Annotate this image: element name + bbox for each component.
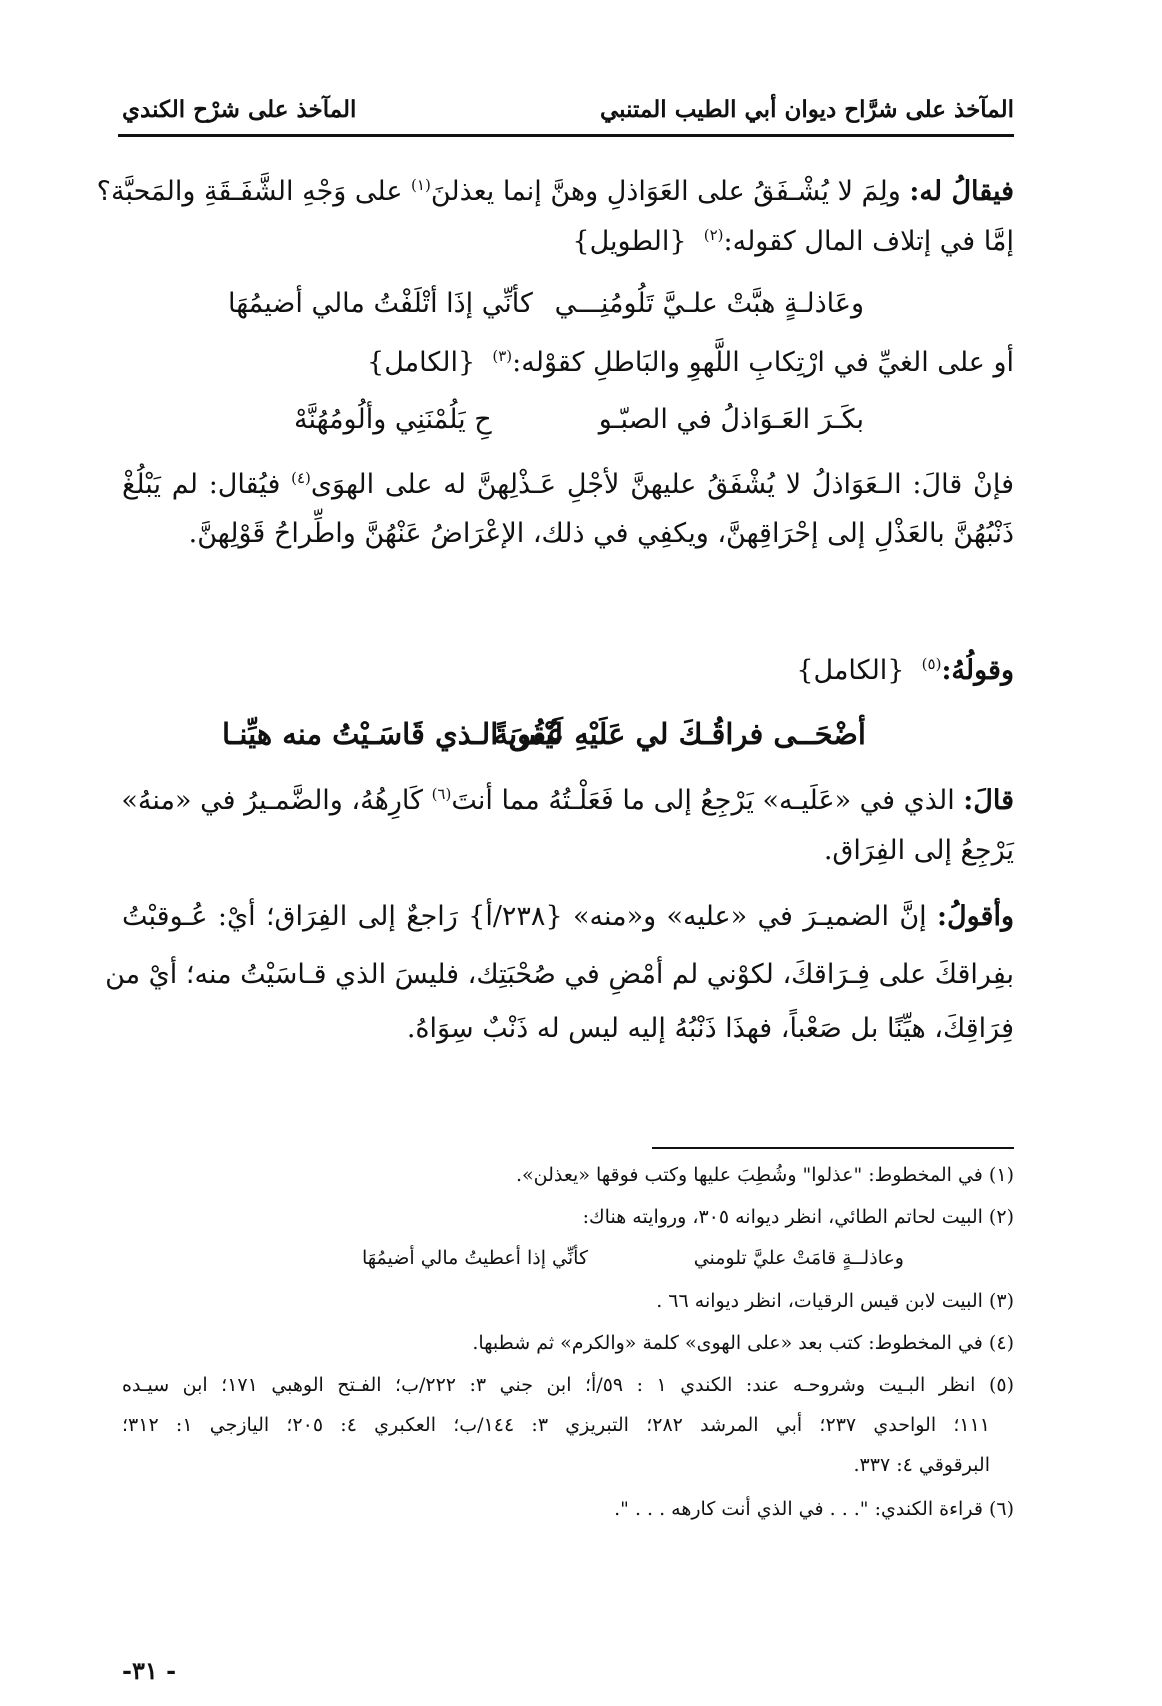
footnote-ref: (٦) (431, 785, 452, 803)
verse-1-second-hemistich: كأنِّي إذَا أتْلَفْتُ مالي أضيمُهَا (228, 288, 533, 319)
body-line-6 (122, 654, 1014, 688)
footnote-2: (٢) البيت لحاتم الطائي، انظر ديوانه ٣٠٥، وروايته هناك: (582, 1206, 1014, 1228)
footnote-ref: (٤) (291, 469, 311, 487)
body-text: ولِمَ لا يُشْـفَقُ على العَوَاذلِ وهنَّ إنما يعذلنَ (430, 176, 910, 207)
running-header-title: المآخذ على شرَّاح ديوان أبي الطيب المتنبي (600, 96, 1014, 123)
body-line-9 (122, 900, 1014, 934)
verse-3-first-hemistich: أضْحَــى فراقُـكَ لي عَلَيْهِ عُقُوبةً (493, 717, 866, 751)
lead-word: وأقولُ: (937, 901, 1014, 932)
footnote-3: (٣) البيت لابن قيس الرقيات، انظر ديوانه ٦٦ . (656, 1290, 1014, 1312)
body-text: فيُقال: لم يَبْلُغْ (122, 469, 292, 500)
footnote-2-verse-second: كأنِّي إذا أعطيتُ مالي أضيمُهَا (362, 1247, 588, 1269)
footnote-6: (٦) قراءة الكندي: ". . . في الذي أنت كارهه . . . ". (614, 1498, 1014, 1520)
body-line-5: ذَنْبُهُنَّ بالعَذْلِ إلى إحْرَاقِهنَّ، ويكفِي في ذلك، الإعْرَاضُ عَنْهُنَّ واطِّراحُ قَوْلِهنَّ. (188, 518, 1014, 549)
body-text: إمَّا في إتلاف المال كقوله: (723, 226, 1014, 257)
lead-word: فإنْ قالَ: (912, 469, 1014, 500)
footnote-5-line-1: (٥) انظر البـيت وشروحـه عند: الكندي ١ : ٥٩/أ؛ ابن جني ٣: ٢٢٢/ب؛ الفـتح الوهبي ١٧١؛ ابن سيـده (122, 1374, 1015, 1396)
body-text: على وَجْهِ الشَّفَـقَةِ والمَحبَّة؟ (96, 176, 412, 207)
meter-label: {الطويل} (572, 226, 687, 257)
body-text: الذي في «عَلَيـه» يَرْجِعُ إلى ما فَعَلْـتُهُ مما أنتَ (451, 785, 964, 816)
footnote-5-line-3: البرقوقي ٤: ٣٣٧. (853, 1454, 990, 1476)
body-text: الـعَوَاذلُ لا يُشْفَقُ عليهنَّ لأجْلِ عَـذْلِهنَّ له على الهوَى (310, 469, 913, 500)
verse-2-first-hemistich: بكَـرَ العَـوَاذلُ في الصبّـو (598, 404, 864, 435)
body-line-1 (96, 175, 1014, 209)
footnote-4: (٤) في المخطوط: كتب بعد «على الهوى» كلمة «والكرم» ثم شطبها. (472, 1332, 1014, 1354)
body-line-2 (122, 225, 1014, 259)
footnote-ref: (١) (411, 176, 431, 194)
body-line-4 (122, 468, 1014, 502)
footnote-ref: (٢) (703, 226, 724, 244)
footnote-ref: (٣) (492, 347, 513, 365)
verse-1-first-hemistich: وعَاذلـةٍ هبَّتْ علـيَّ تَلُومُنِـــي (554, 288, 864, 319)
verse-3-second-hemistich: لَيْسَ الـذي قَاسَـيْتُ منه هيِّنـا (222, 717, 563, 751)
running-header-section: المآخذ على شرْح الكندي (122, 96, 357, 123)
verse-2-second-hemistich: حِ يَلُمْنَنِي وألُومُهُنَّهْ (294, 404, 492, 435)
body-line-10: بفِراقكَ على فِـرَاقكَ، لكوْني لم أمْضِ في صُحْبَتِك، فليسَ الذي قـاسَيْتُ منه؛ أيْ من (105, 959, 1014, 990)
lead-word: قالَ: (963, 785, 1014, 816)
footnote-2-verse-first: وعاذلــةٍ قامَتْ عليَّ تلومني (693, 1247, 904, 1269)
body-text: أو على الغيِّ في ارْتِكابِ اللَّهوِ والبَاطلِ كقوْله: (512, 347, 1014, 378)
footnote-5-line-2: ١١١؛ الواحدي ٢٣٧؛ أبي المرشد ٢٨٢؛ التبريزي ٣: ١٤٤/ب؛ العكبري ٤: ٢٠٥؛ اليازجي ١: ٣١٢؛ (122, 1414, 991, 1436)
body-line-11: فِرَاقِكَ، هيِّنًا بل صَعْباً، فهذَا ذَنْبُهُ إليه ليس له ذَنْبٌ سِوَاهُ. (406, 1013, 1014, 1044)
footnote-1: (١) في المخطوط: "عذلوا" وشُطِبَ عليها وكتب فوقها «يعذلن». (515, 1164, 1014, 1186)
body-text: إنَّ الضميـرَ في «عليه» و«منه» {٢٣٨/أ} رَاجعٌ إلى الفِرَاق؛ أيْ: عُـوقبْتُ (122, 901, 938, 932)
body-text: كَارِهُهُ، والضَّمـيرُ في «منهُ» (121, 785, 432, 816)
body-line-3 (122, 346, 1014, 380)
footnote-rule (652, 1147, 1014, 1149)
body-line-8: يَرْجِعُ إلى الفِرَاق. (823, 835, 1014, 866)
lead-word: فيقالُ له: (909, 176, 1014, 207)
lead-word: وقولُهُ: (941, 655, 1014, 686)
footnote-ref: (٥) (921, 655, 942, 673)
body-line-7 (122, 784, 1014, 818)
header-rule (118, 134, 1014, 137)
meter-label: {الكامل} (367, 347, 476, 378)
page-number: -٣١ - (122, 1656, 177, 1685)
meter-label: {الكامل} (796, 655, 905, 686)
